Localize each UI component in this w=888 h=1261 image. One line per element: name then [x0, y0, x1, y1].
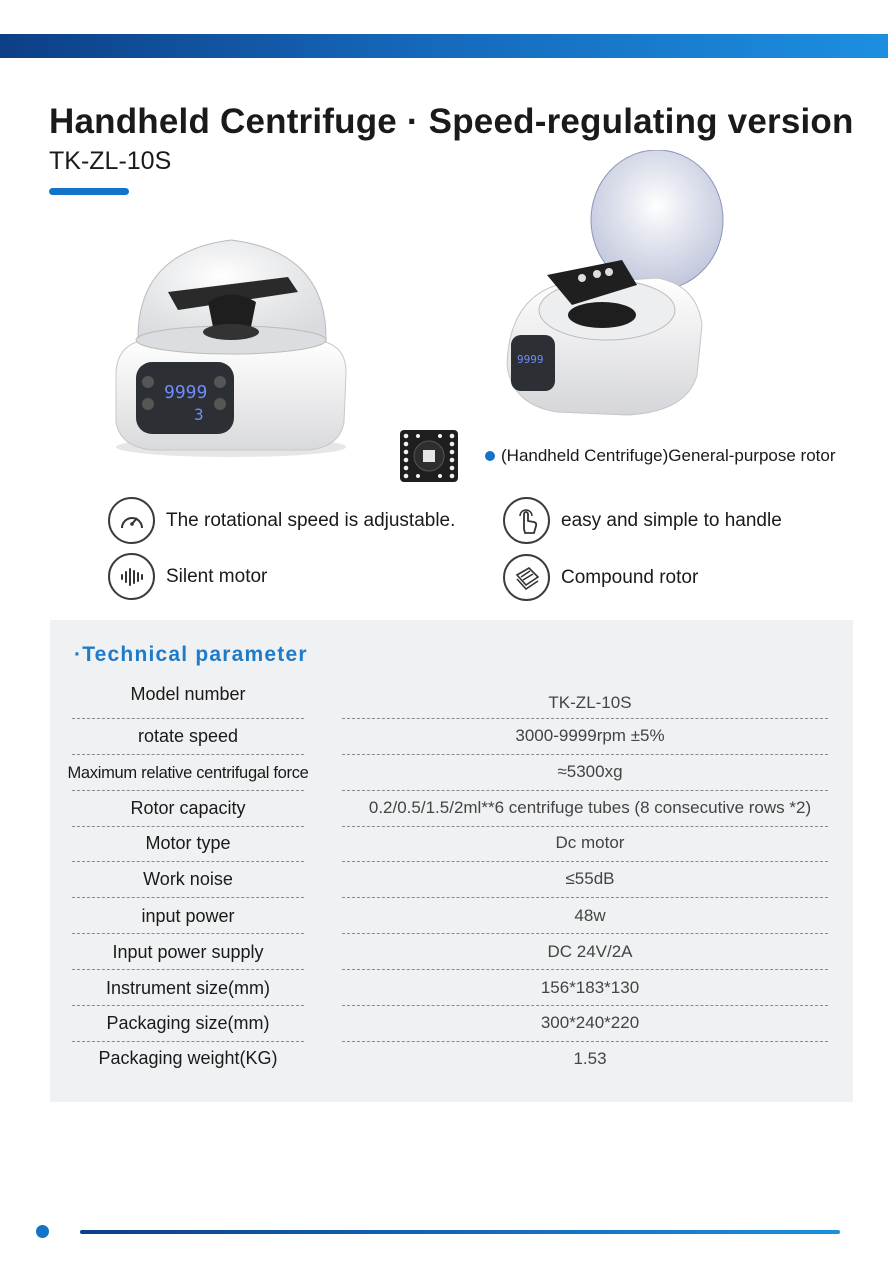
feature-label: easy and simple to handle	[561, 509, 782, 531]
row-divider	[342, 933, 828, 934]
row-divider	[72, 1041, 304, 1042]
row-divider	[342, 861, 828, 862]
param-value-package-weight: 1.53	[573, 1049, 607, 1068]
row-divider	[342, 1041, 828, 1042]
row-divider	[72, 754, 304, 755]
feature-label: Silent motor	[166, 565, 268, 587]
param-value-supply: DC 24V/2A	[547, 942, 633, 961]
param-label-capacity: Rotor capacity	[130, 798, 246, 818]
param-value-model: TK-ZL-10S	[548, 693, 632, 712]
footer-line	[80, 1230, 840, 1234]
param-label-speed: rotate speed	[137, 726, 239, 746]
param-label-instrument-size: Instrument size(mm)	[105, 978, 271, 998]
time-readout: 3	[194, 405, 204, 424]
row-divider	[72, 790, 304, 791]
title-underline	[49, 188, 129, 195]
row-divider	[342, 718, 828, 719]
rotor-caption-text: (Handheld Centrifuge)General-purpose rotor	[501, 446, 836, 465]
param-value-instrument-size: 156*183*130	[540, 978, 640, 997]
parameter-heading: ·Technical parameter	[74, 643, 308, 666]
centrifuge-open-image	[497, 150, 737, 422]
model-subtitle: TK-ZL-10S	[49, 147, 172, 175]
param-label-package-size: Packaging size(mm)	[106, 1013, 270, 1033]
param-label-rcf: Maximum relative centrifugal force	[67, 764, 309, 782]
row-divider	[342, 754, 828, 755]
row-divider	[342, 897, 828, 898]
feature-compound-rotor	[503, 554, 698, 601]
row-divider	[72, 718, 304, 719]
param-value-capacity: 0.2/0.5/1.5/2ml**6 centrifuge tubes (8 consecutive rows *2)	[368, 798, 812, 817]
row-divider	[72, 969, 304, 970]
rotor-icon	[503, 554, 550, 601]
feature-silent-motor	[108, 553, 267, 600]
param-label-power: input power	[141, 906, 235, 926]
page-title: Handheld Centrifuge · Speed-regulating version	[49, 102, 854, 141]
param-label-package-weight: Packaging weight(KG)	[98, 1048, 278, 1068]
sound-wave-icon	[108, 553, 155, 600]
feature-adjustable-speed	[108, 497, 455, 544]
param-label-model: Model number	[130, 684, 246, 704]
touch-hand-icon	[503, 497, 550, 544]
param-label-supply: Input power supply	[112, 942, 264, 962]
row-divider	[342, 969, 828, 970]
row-divider	[72, 897, 304, 898]
bullet-dot	[485, 451, 495, 461]
row-divider	[342, 1005, 828, 1006]
row-divider	[342, 826, 828, 827]
rotor-caption	[485, 446, 836, 466]
centrifuge-closed-image	[108, 232, 353, 462]
feature-easy-handling	[503, 497, 782, 544]
speedometer-icon	[108, 497, 155, 544]
speed-readout: 9999	[164, 382, 208, 403]
row-divider	[342, 790, 828, 791]
open-speed-readout: 9999	[517, 353, 544, 366]
row-divider	[72, 933, 304, 934]
param-label-motor: Motor type	[145, 833, 231, 853]
param-value-power: 48w	[574, 906, 606, 925]
param-value-speed: 3000-9999rpm ±5%	[515, 726, 665, 745]
row-divider	[72, 826, 304, 827]
rotor-image	[396, 426, 462, 486]
feature-label: Compound rotor	[561, 566, 699, 588]
footer-dot	[36, 1225, 49, 1238]
top-banner-bar	[0, 34, 888, 58]
param-value-rcf: ≈5300xg	[557, 762, 623, 781]
row-divider	[72, 1005, 304, 1006]
feature-label: The rotational speed is adjustable.	[166, 509, 456, 531]
param-value-noise: ≤55dB	[565, 869, 615, 888]
param-value-package-size: 300*240*220	[540, 1013, 640, 1032]
param-label-noise: Work noise	[143, 869, 233, 889]
param-value-motor: Dc motor	[555, 833, 625, 852]
row-divider	[72, 861, 304, 862]
